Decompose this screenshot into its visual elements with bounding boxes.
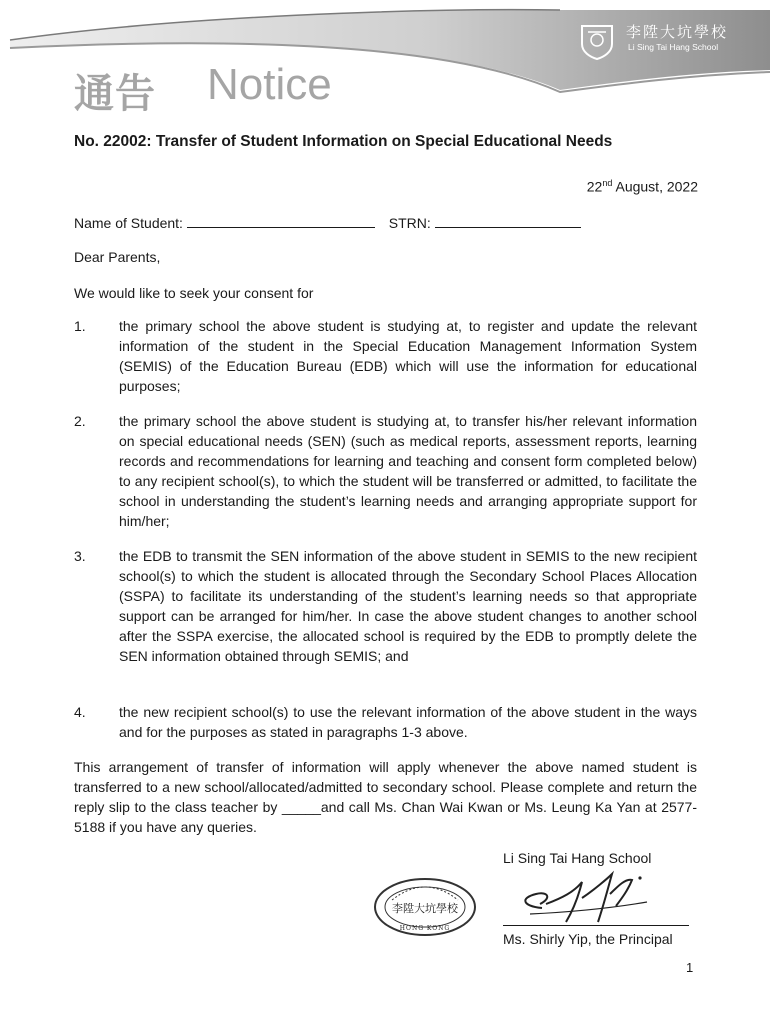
school-name-zh: 李陞大坑學校 [626, 23, 729, 41]
signoff-school: Li Sing Tai Hang School [503, 850, 652, 866]
consent-item-4 [74, 702, 697, 742]
list-text: the primary school the above student is studying at, to transfer his/her relevant information on special educational needs (SEN) (such as medical reports, assessment reports, learning records and recommendations for learning and teaching and consent form completed below) to any recipient school(s), to which the student will be transferred or admitted, to facilitate the school in understanding the student’s learning needs and arranging appropriate support for him/her; [119, 413, 697, 529]
page-number: 1 [686, 960, 694, 975]
student-name-field[interactable] [187, 215, 375, 228]
greeting: Dear Parents, [74, 249, 161, 265]
date-rest: August, 2022 [612, 178, 698, 195]
list-text: the primary school the above student is studying at, to register and update the relevant information of the student in the Special Education Management Information System (SEMIS) of the Education Bureau (EDB) which will use the information for educational purposes; [119, 318, 697, 394]
notice-heading-en: Notice [207, 60, 332, 109]
strn-label: STRN: [388, 215, 431, 231]
principal-name: Ms. Shirly Yip, the Principal [503, 931, 673, 947]
notice-date [587, 178, 698, 195]
strn-field[interactable] [435, 215, 581, 228]
consent-item-2 [74, 411, 697, 531]
date-suffix: nd [602, 178, 613, 188]
svg-text:李陞大坑學校: 李陞大坑學校 [392, 902, 458, 915]
list-number: 4. [74, 704, 86, 720]
consent-item-3 [74, 546, 697, 666]
school-seal-icon [372, 876, 478, 938]
date-day: 22 [586, 178, 603, 195]
list-number: 3. [74, 548, 86, 564]
student-fields-row [74, 215, 581, 231]
list-number: 1. [74, 318, 86, 334]
intro-text: We would like to seek your consent for [74, 285, 314, 301]
principal-signature-icon [512, 868, 662, 926]
notice-title: No. 22002: Transfer of Student Information on Special Educational Needs [74, 133, 613, 150]
school-name-en: Li Sing Tai Hang School [628, 42, 719, 52]
consent-item-1 [74, 316, 697, 396]
student-name-label: Name of Student: [74, 215, 183, 231]
list-text: the EDB to transmit the SEN information of the above student in SEMIS to the new recipient school(s) to which the student is allocated through the Secondary School Places Allocation (SSPA) to facilitate its understanding of the student’s learning needs so that appropriate support can be arranged for him/her. In case the above student changes to another school after the SSPA exercise, the allocated school is required by the EDB to promptly delete the SEN information obtained through SEMIS; and [119, 548, 697, 664]
svg-text:HONG KONG: HONG KONG [399, 925, 451, 932]
notice-heading-zh: 通告 [74, 71, 156, 117]
list-text: the new recipient school(s) to use the relevant information of the above student in the ways and for the purposes as stated in paragraphs 1-3 above. [119, 704, 697, 740]
list-number: 2. [74, 413, 86, 429]
closing-paragraph: This arrangement of transfer of information will apply whenever the above named student is transferred to a new school/allocated/admitted to secondary school. Please complete and return the reply slip to the class teacher by _____and call Ms. Chan Wai Kwan or Ms. Leung Ka Yan at 2577-5188 if you have any queries. [74, 759, 697, 835]
signature-line [503, 925, 689, 926]
